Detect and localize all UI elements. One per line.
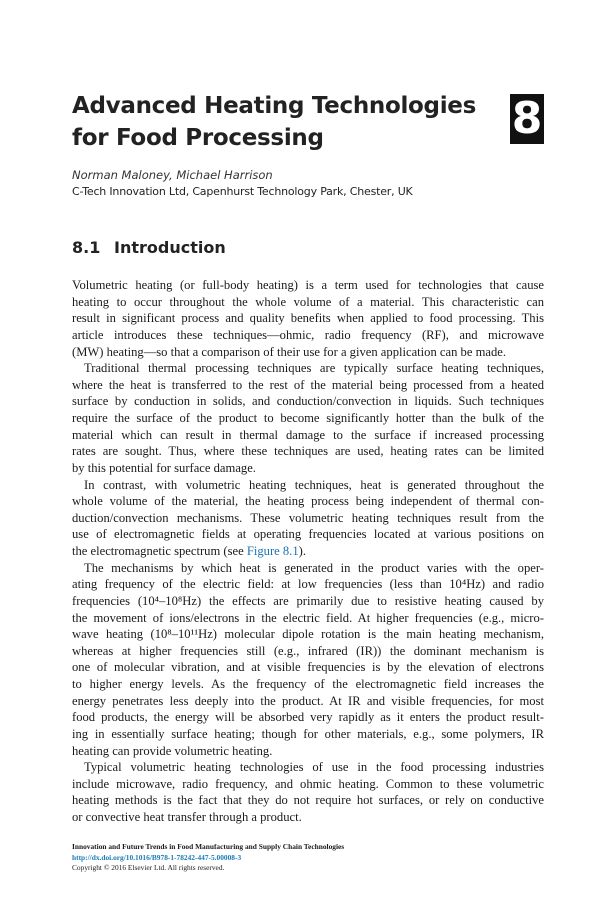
text-line: one of molecular vibration, and at visible frequencies is by the elevation of electrons xyxy=(72,660,544,675)
text-line: whereas at higher frequencies still (e.g., infrared (IR)) the dominant mechanism is xyxy=(72,643,544,658)
affiliation: C-Tech Innovation Ltd, Capenhurst Technology Park, Chester, UK xyxy=(72,185,413,198)
text-line: heating to occur throughout the whole volume of a material. This characteristic can xyxy=(72,294,544,309)
text-line: ing in essentially surface heating; though for other materials, e.g., some polymers, IR xyxy=(72,726,544,741)
section-heading xyxy=(72,238,226,257)
authors: Norman Maloney, Michael Harrison xyxy=(72,168,273,182)
body-text xyxy=(72,277,544,826)
text-line: The mechanisms by which heat is generated in the product varies with the oper- xyxy=(84,560,544,575)
text-line: by this potential for surface damage. xyxy=(72,460,256,475)
text-line: energy penetrates less deeply into the product. At IR and visible frequencies, for most xyxy=(72,693,544,708)
text-line: Traditional thermal processing techniques are typically surface heating techniques, xyxy=(84,361,544,376)
text-line: In contrast, with volumetric heating techniques, heat is generated throughout the xyxy=(84,477,544,492)
section-title: Introduction xyxy=(114,238,226,257)
text-line: Volumetric heating (or full-body heating) is a term used for technologies that cause xyxy=(72,278,544,292)
text-line: or convective heat transfer through a product. xyxy=(72,810,302,824)
text-line: require the surface of the product to become significantly hotter than the bulk of the xyxy=(72,411,544,425)
chapter-title xyxy=(72,90,476,154)
text-line: heating methods is the fact that they do not require hot surfaces, or rely on conductive xyxy=(72,793,544,808)
text-line: Typical volumetric heating technologies of use in the food processing industries xyxy=(84,760,544,775)
text-line: (MW) heating—so that a comparison of their use for a given application can be made. xyxy=(72,344,506,359)
text-span: ). xyxy=(298,544,306,558)
footer xyxy=(72,842,344,874)
doi-link[interactable]: http://dx.doi.org/10.1016/B978-1-78242-447-5.00008-3 xyxy=(72,852,242,862)
chapter-number-badge: 8 xyxy=(511,93,543,144)
text-line: material which can result in thermal damage to the surface if increased processing xyxy=(72,427,544,442)
text-line: where the heat is transferred to the rest of the material being processed from a heated xyxy=(72,377,544,392)
text-line: rates are sought. Thus, where these techniques are used, heating rates can be limited xyxy=(72,444,544,459)
text-line: wave heating (10⁸–10¹¹Hz) molecular dipole rotation is the main heating mechanism, xyxy=(72,627,544,642)
section-number: 8.1 xyxy=(72,238,101,257)
text-line: heating can provide volumetric heating. xyxy=(72,743,273,758)
paragraph xyxy=(72,360,544,476)
copyright: Copyright © 2016 Elsevier Ltd. All rights reserved. xyxy=(72,863,225,873)
text-line: the movement of ions/electrons in the electric field. At higher frequencies (e.g., micro- xyxy=(72,610,544,625)
text-line: frequencies (10⁴–10⁸Hz) the effects are primarily due to resistive heating caused by xyxy=(72,593,544,608)
chapter-title-line: for Food Processing xyxy=(72,125,324,151)
paragraph xyxy=(72,277,544,360)
paragraph xyxy=(72,759,544,826)
text-line: article introduces these techniques—ohmic, radio frequency (RF), and microwave xyxy=(72,327,544,342)
text-span: the electromagnetic spectrum (see xyxy=(72,544,247,558)
book-title: Innovation and Future Trends in Food Manufacturing and Supply Chain Technologies xyxy=(72,842,345,851)
text-line: food products, the energy will be absorbed very rapidly as it enters the product result- xyxy=(72,710,544,725)
text-line: include microwave, radio frequency, and ohmic heating. Common to these volumetric xyxy=(72,776,544,791)
text-line: duction/convection mechanisms. These volumetric heating techniques result from the xyxy=(72,510,544,525)
text-line: surface by conduction in solids, and conduction/convection in liquids. Such techniques xyxy=(72,394,544,409)
paragraph xyxy=(72,560,544,760)
text-line: to higher energy levels. As the frequency of the electromagnetic field increases the xyxy=(72,677,544,691)
text-line: use of electromagnetic fields at operating frequencies located at various positions on xyxy=(72,527,544,542)
text-line: whole volume of the material, the heating process being independent of thermal con- xyxy=(72,494,544,509)
paragraph xyxy=(72,477,544,560)
text-line xyxy=(72,543,544,560)
chapter-title-line: Advanced Heating Technologies xyxy=(72,93,476,119)
figure-link[interactable]: Figure 8.1 xyxy=(246,544,299,558)
text-line: ating frequency of the electric field: at low frequencies (less than 10⁴Hz) and radio xyxy=(72,577,544,592)
text-line: result in significant process and quality benefits when applied to food processing. This xyxy=(72,311,544,326)
